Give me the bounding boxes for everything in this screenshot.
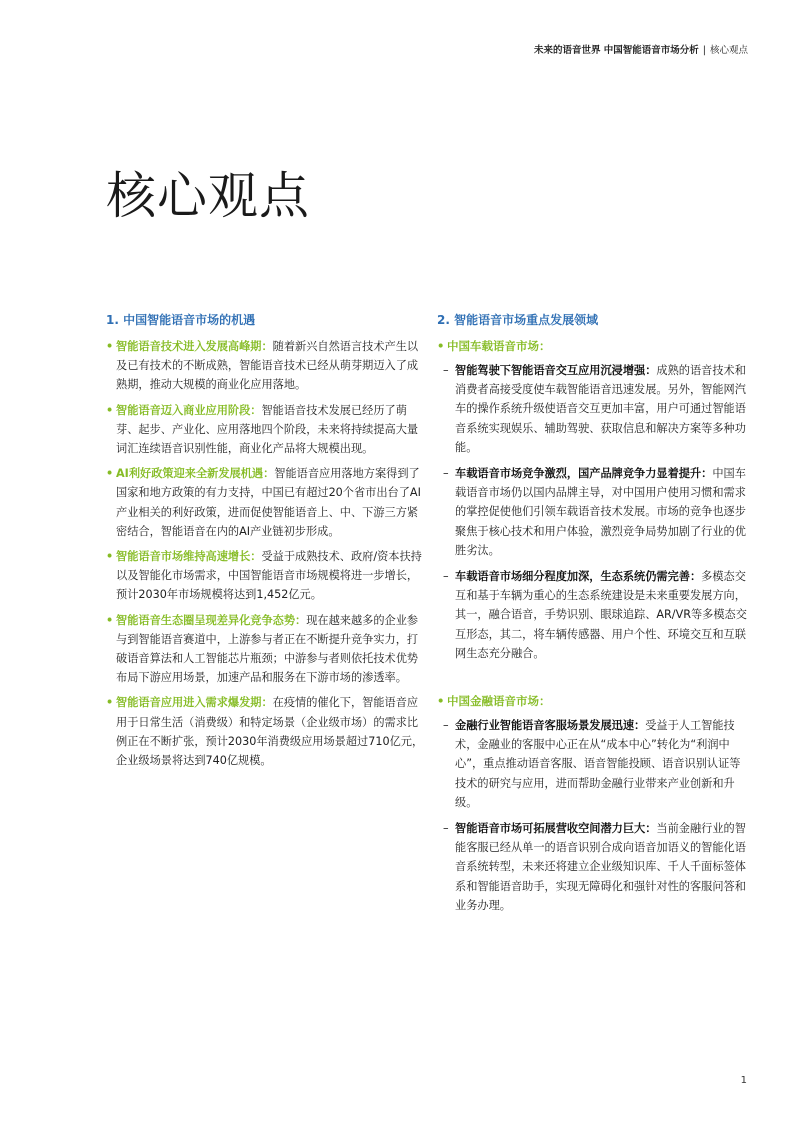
report-title: 未来的语音世界 中国智能语音市场分析: [533, 45, 699, 56]
section-heading-focus-areas: 2. 智能语音市场重点发展领域: [437, 313, 599, 327]
sub-text: 受益于人工智能技术，金融业的客服中心正在从“成本中心”转化为“利润中心”，重点推动语音客服、语音智能投顾、语音识别认证等技术的研究与应用，进而帮助金融行业带来产业创新和升级。: [455, 719, 741, 809]
spacer: [437, 670, 747, 692]
sub-item: [437, 716, 747, 812]
right-column: [437, 311, 747, 922]
bullet-lead: 智能语音迈入商业应用阶段：: [116, 403, 262, 417]
bullet-item: [106, 547, 424, 605]
bullet-text: 智能语音应用落地方案得到了国家和地方政策的有力支持，中国已有超过20个省市出台了AI产业相关的利好政策，进而促使智能语音上、中、下游三方紧密结合，智能语音在内的AI产业链初步形成。: [116, 467, 421, 538]
page-title: 核心观点: [106, 167, 310, 225]
bullet-text: 现在越来越多的企业参与到智能语音赛道中，上游参与者正在不断提升竞争实力，打破语音算法和人工智能芯片瓶颈；中游参与者则依托技术优势布局下游应用场景，加速产品和服务在下游市场的渗透率。: [116, 613, 419, 685]
bullet-item: [106, 464, 424, 541]
sub-lead: 智能语音市场可拓展营收空间潜力巨大：: [455, 822, 657, 836]
running-header: [534, 42, 748, 56]
bullet-text: 在疫情的催化下，智能语音应用于日常生活（消费级）和特定场景（企业级市场）的需求比例正在不断扩张，预计2030年消费级应用场景超过710亿元，企业级场景将达到740亿规模。: [116, 696, 424, 768]
bullet-item: [106, 693, 424, 770]
sub-text: 当前金融行业的智能客服已经从单一的语音识别合成向语音加语义的智能化语音系统转型，未来还将建立企业级知识库、千人千面标签体系和智能语音助手，实现无障碍化和强针对性的客服问答和业务办理。: [455, 822, 746, 912]
section-heading-opportunities: 1. 中国智能语音市场的机遇: [106, 313, 256, 327]
bullet-text: 随着新兴自然语言技术产生以及已有技术的不断成熟，智能语音技术已经从萌芽期迈入了成熟期，推动大规模的商业化应用落地。: [116, 340, 419, 392]
page-number: 1: [740, 1075, 747, 1086]
header-section: 核心观点: [709, 45, 748, 56]
bullet-text: 受益于成熟技术、政府/资本扶持以及智能化市场需求，中国智能语音市场规模将进一步增长，预计2030年市场规模将达到1,452亿元。: [116, 550, 422, 602]
bullet-item: [106, 401, 424, 459]
bullet-item: [106, 337, 424, 395]
sub-item: [437, 819, 747, 915]
sub-lead: 车载语音市场细分程度加深，生态系统仍需完善：: [455, 570, 702, 584]
header-separator: |: [702, 45, 706, 56]
sub-item: [437, 361, 747, 457]
bullet-item: [106, 611, 424, 688]
sub-lead: 车载语音市场竞争激烈，国产品牌竞争力显着提升：: [455, 467, 713, 481]
bullet-lead: 智能语音技术进入发展高峰期：: [116, 340, 273, 353]
sub-item: [437, 464, 747, 560]
sub-text: 中国车载语音市场仍以国内品牌主导，对中国用户使用习惯和需求的掌控促使他们引领车载语音技术发展。市场的竞争也逐步聚焦于核心技术和用户体验，激烈竞争局势加剧了行业的优胜劣汰。: [455, 467, 746, 557]
bullet-lead: 智能语音生态圈呈现差异化竞争态势：: [116, 613, 307, 627]
sub-lead: 智能驾驶下智能语音交互应用沉浸增强：: [455, 364, 657, 377]
bullet-lead: 智能语音市场维持高速增长：: [116, 550, 262, 564]
group-title-finance: • 中国金融语音市场：: [437, 692, 747, 711]
bullet-lead: 智能语音应用进入需求爆发期：: [116, 696, 273, 710]
sub-item: [437, 567, 747, 663]
bullet-text: 智能语音技术发展已经历了萌芽、起步、产业化、应用落地四个阶段，未来将持续提高大量词汇连续语音识别性能，商业化产品将大规模出现。: [116, 403, 419, 456]
left-column: [106, 311, 424, 776]
group-title-automotive: • 中国车载语音市场：: [437, 337, 747, 356]
bullet-lead: AI利好政策迎来全新发展机遇：: [116, 467, 275, 481]
sub-text: 多模态交互和基于车辆为重心的生态系统建设是未来重要发展方向，其一，融合语音，手势识别、眼球追踪、AR/VR等多模态交互形态，其二，将车辆传感器、用户个性、环境交互和互联网生态充分融合。: [455, 570, 747, 660]
sub-lead: 金融行业智能语音客服场景发展迅速：: [455, 719, 646, 733]
sub-text: 成熟的语音技术和消费者高接受度使车载智能语音迅速发展。另外，智能网汽车的操作系统升级使语音交互更加丰富，用户可通过智能语音系统实现娱乐、辅助驾驶、获取信息和解决方案等多种功能。: [455, 364, 746, 454]
